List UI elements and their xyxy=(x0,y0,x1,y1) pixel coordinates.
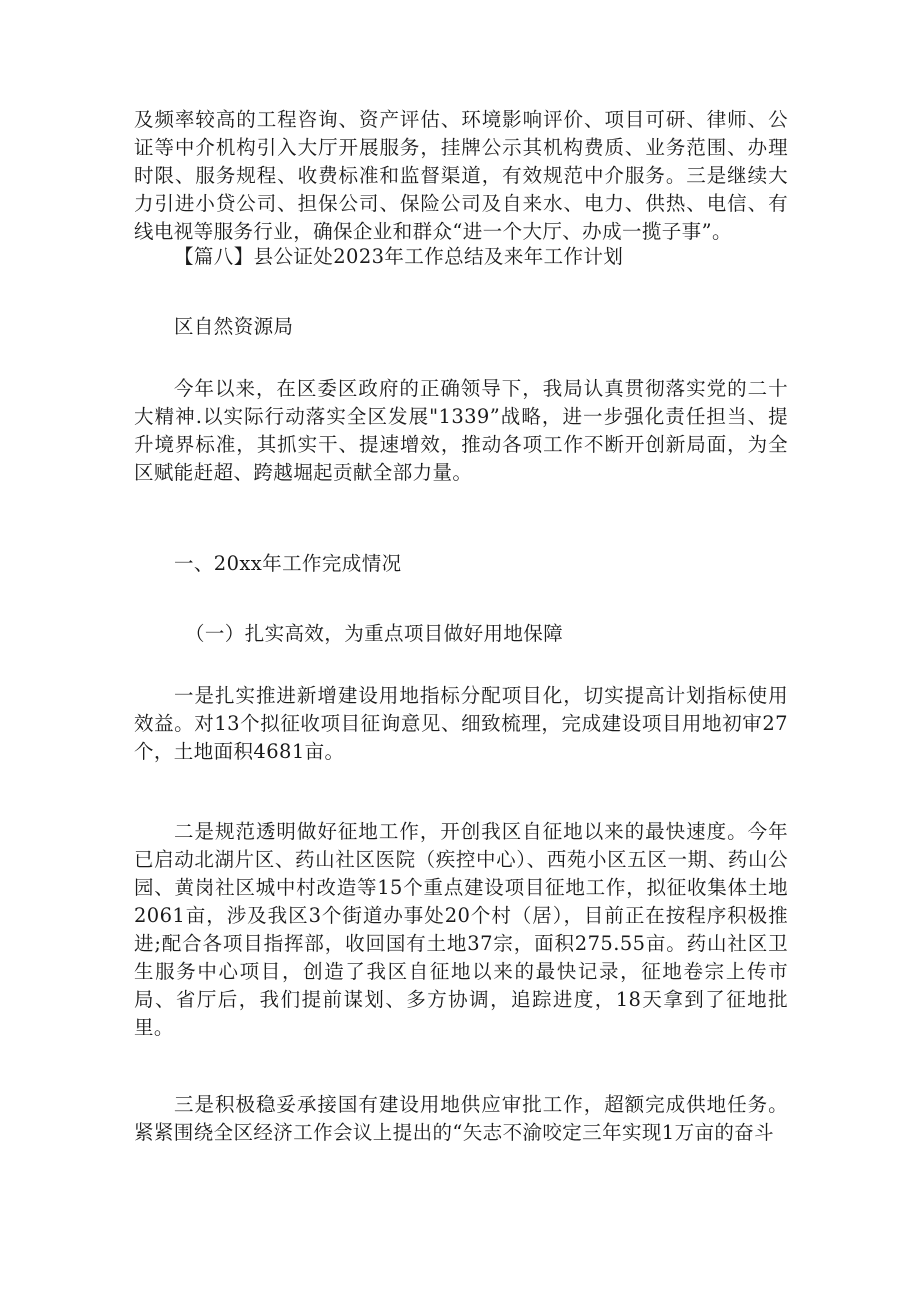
paragraph-item-one: 一是扎实推进新增建设用地指标分配项目化，切实提高计划指标使用效益。对13个拟征收项目征询意见、细致梳理，完成建设项目用地初审27个，土地面积4681亩。 xyxy=(134,684,788,763)
organization-name: 区自然资源局 xyxy=(174,315,294,338)
paragraph-item-three: 三是积极稳妥承接国有建设用地供应审批工作，超额完成供地任务。紧紧围绕全区经济工作会议上提出的“矢志不渝咬定三年实现1万亩的奋斗 xyxy=(134,1093,788,1144)
heading-work-completion: 一、20xx年工作完成情况 xyxy=(174,552,402,575)
paragraph-intro-continued: 及频率较高的工程咨询、资产评估、环境影响评价、项目可研、律师、公证等中介机构引入大厅开展服务，挂牌公示其机构费质、业务范围、办理时限、服务规程、收费标准和监督渠道，有效规范中介服务。三是继续大力引进小贷公司、担保公司、保险公司及自来水、电力、供热、电信、有线电视等服务行业，确保企业和群众“进一个大厅、办成一揽子事”。 xyxy=(134,108,788,243)
section-title: 【篇八】县公证处2023年工作总结及来年工作计划 xyxy=(174,245,624,268)
heading-land-guarantee: （一）扎实高效，为重点项目做好用地保障 xyxy=(185,622,564,645)
paragraph-item-two: 二是规范透明做好征地工作，开创我区自征地以来的最快速度。今年已启动北湖片区、药山社区医院（疾控中心）、西苑小区五区一期、药山公园、黄岗社区城中村改造等15个重点建设项目征地工作，拟征收集体土地2061亩，涉及我区3个街道办事处20个村（居），目前正在按程序积极推进;配合各项目指挥部，收回国有土地37宗，面积275.55亩。药山社区卫生服务中心项目，创造了我区自征地以来的最快记录，征地卷宗上传市局、省厅后，我们提前谋划、多方协调，追踪进度，18天拿到了征地批里。 xyxy=(134,820,788,1039)
paragraph-opening: 今年以来，在区委区政府的正确领导下，我局认真贯彻落实党的二十大精神.以实际行动落实全区发展"1339”战略，进一步强化责任担当、提升境界标准，其抓实干、提速增效，推动各项工作不断开创新局面，为全区赋能赶超、跨越堀起贡献全部力量。 xyxy=(134,377,788,484)
